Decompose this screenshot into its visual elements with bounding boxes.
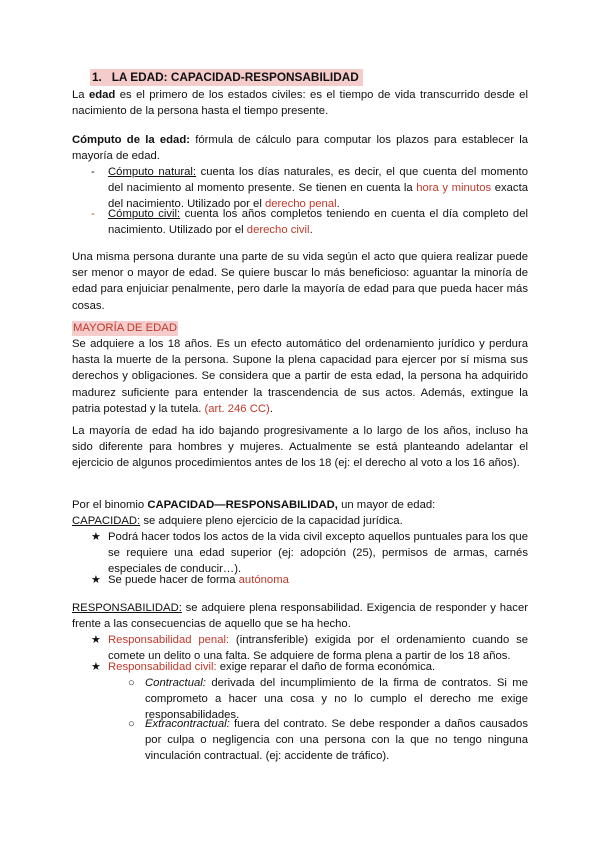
- dash-bullet: -: [91, 208, 95, 220]
- star-icon: ★: [91, 574, 101, 586]
- term-resp-civil: Responsabilidad civil:: [108, 661, 217, 673]
- term-edad: edad: [88, 89, 116, 101]
- term-resp-penal: Responsabilidad penal:: [108, 634, 230, 646]
- list-item-contractual: Contractual: derivada del incumplimiento de la firma de contratos. Si me comprometo a hacer una cosa y no lo cumplo el derecho me exige responsabilidades.: [145, 677, 528, 722]
- paragraph-bajando: La mayoría de edad ha ido bajando progresivamente a lo largo de los años, incluso ha sido diferente para hombres y mujeres. Actualmente se está planteando adelantar el ejercicio de algunos procedimientos antes de los 18 (ej: el derecho al voto a los 16 años).: [72, 425, 528, 470]
- subheading-mayoria: MAYORÍA DE EDAD: [73, 322, 177, 334]
- term-computo-civil: Cómputo civil:: [108, 208, 181, 220]
- heading-title: LA EDAD: CAPACIDAD-RESPONSABILIDAD: [111, 70, 359, 84]
- list-item-extracontractual: Extracontractual: fuera del contrato. Se debe responder a daños causados por culpa o negligencia con una persona con la que no tengo ninguna vinculación contractual. (ej: accidente de tráfico).: [145, 718, 528, 763]
- paragraph-responsabilidad: RESPONSABILIDAD: se adquiere plena responsabilidad. Exigencia de responder y hacer frente a las consecuencias de aquello que se ha hecho.: [72, 602, 528, 631]
- heading-number: 1.: [92, 70, 102, 84]
- star-icon: ★: [91, 661, 101, 673]
- paragraph-edad: La edad es el primero de los estados civiles: es el tiempo de vida transcurrido desde el nacimiento de la persona hasta el tiempo presente.: [72, 89, 528, 118]
- list-item-resp-penal: Responsabilidad penal: (intransferible) exigida por el ordenamiento cuando se comete un delito o una falta. Se adquiere de forma plena a partir de los 18 años.: [108, 634, 528, 663]
- paragraph-capacidad: CAPACIDAD: se adquiere pleno ejercicio de la capacidad jurídica.: [72, 515, 403, 527]
- paragraph-mayoria: Se adquiere a los 18 años. Es un efecto automático del ordenamiento jurídico y perdura hasta la muerte de la persona. Supone la plena capacidad para ejercer por sí misma sus derechos y obligaciones. Se considera que a partir de esta edad, la persona ha adquirido madurez suficiente para entender la trascendencia de sus actos. Además, extingue la patria potestad y la tutela. (art. 246 CC).: [72, 338, 528, 415]
- list-item-resp-civil: Responsabilidad civil: exige reparar el daño de forma económica.: [108, 661, 436, 673]
- term-contractual: Contractual:: [145, 677, 206, 689]
- term-computo-natural: Cómputo natural:: [108, 166, 197, 178]
- circle-bullet-icon: ○: [128, 677, 135, 689]
- paragraph-computo: Cómputo de la edad: fórmula de cálculo para computar los plazos para establecer la mayoría de edad.: [72, 134, 529, 163]
- list-item-computo-natural: Cómputo natural: cuenta los días naturales, es decir, el que cuenta del momento del nacimiento al momento presente. Se tienen en cuenta la hora y minutos exacta del nacimiento. Utilizado por el derecho penal.: [108, 166, 529, 211]
- circle-bullet-icon: ○: [128, 718, 135, 730]
- list-item-computo-civil: Cómputo civil: cuenta los años completos teniendo en cuenta el día completo del nacimiento. Utilizado por el derecho civil.: [108, 208, 528, 237]
- term-capacidad: CAPACIDAD:: [72, 515, 141, 527]
- term-computo: Cómputo de la edad:: [72, 134, 190, 146]
- article-reference: (art. 246 CC): [204, 402, 270, 415]
- term-binomio: CAPACIDAD—RESPONSABILIDAD,: [147, 499, 338, 511]
- list-item-capacidad-1: Podrá hacer todos los actos de la vida civil excepto aquellos puntuales para los que se requiere una edad superior (ej: adopción (25), permisos de armas, carnés especiales de conducir…).: [108, 531, 528, 576]
- star-icon: ★: [91, 531, 101, 543]
- paragraph-binomio: Por el binomio CAPACIDAD—RESPONSABILIDAD, un mayor de edad:: [72, 499, 436, 511]
- term-responsabilidad: RESPONSABILIDAD:: [72, 602, 182, 614]
- section-heading: [90, 69, 363, 86]
- dash-bullet: -: [91, 166, 95, 178]
- list-item-capacidad-2: Se puede hacer de forma autónoma: [108, 574, 289, 586]
- star-icon: ★: [91, 634, 101, 646]
- paragraph-misma-persona: Una misma persona durante una parte de su vida según el acto que quiera realizar puede ser menor o mayor de edad. Se quiere buscar lo más beneficioso: aguantar la minoría de edad para enjuiciar penalmente, pero darle la mayoría de edad para que pueda hacer más cosas.: [72, 251, 528, 312]
- term-extracontractual: Extracontractual:: [145, 718, 230, 730]
